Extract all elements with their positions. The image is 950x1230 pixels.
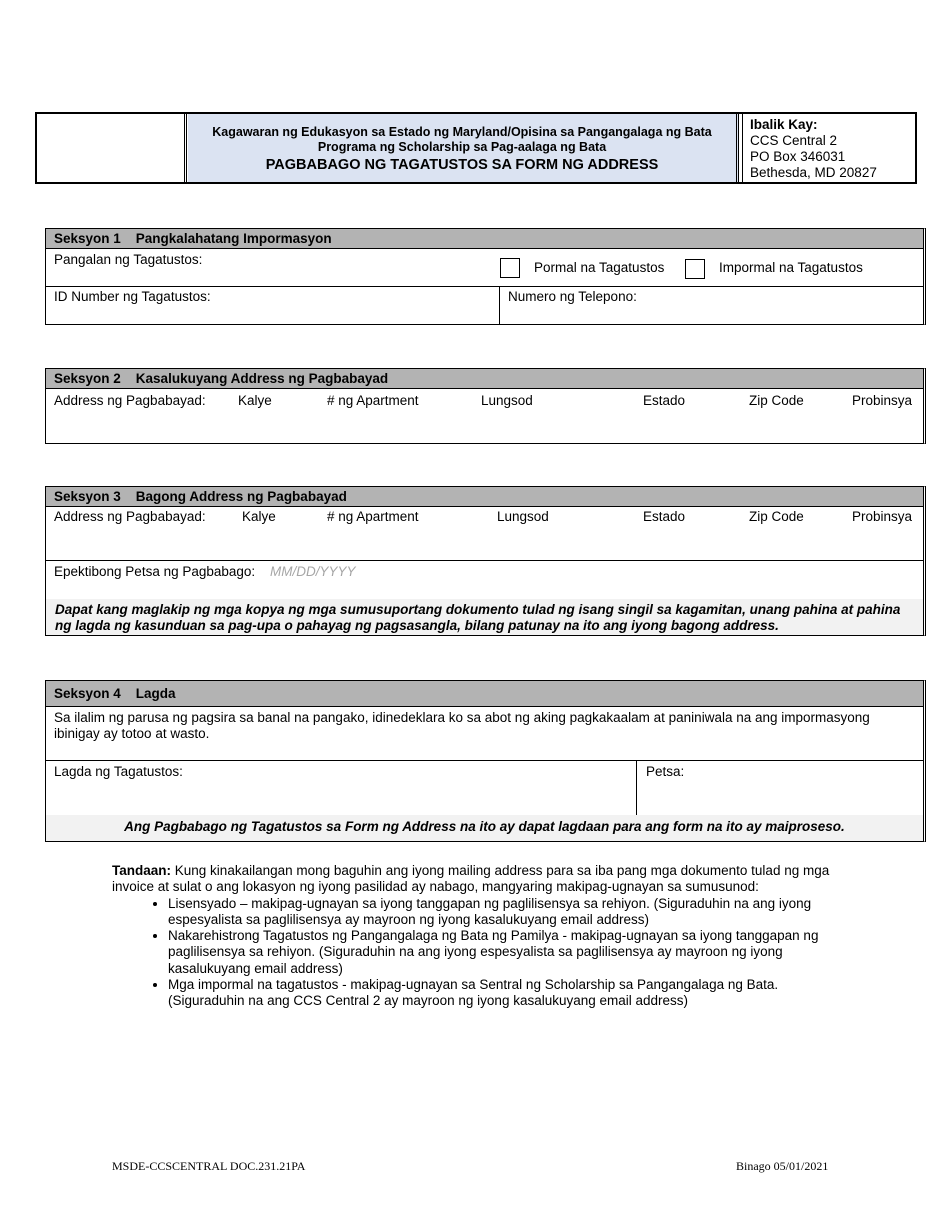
list-item: • Nakarehistrong Tagatustos ng Pangangalaga ng Bata ng Pamilya - makipag-ugnayan sa iyong tanggapan ng paglilisensya sa rehiyon. (Siguraduhin na ang iyong espesyalista sa paglilisensya ay mayroon ng iyong kasalukuyang email address) — [168, 928, 832, 977]
zip-label: Zip Code — [749, 509, 804, 524]
section-2 — [45, 368, 926, 444]
notes-label: Tandaan: — [112, 863, 172, 878]
section-4-number: Seksyon 4 — [54, 686, 121, 701]
county-label: Probinsya — [852, 509, 913, 524]
address-label: Address ng Pagbabayad: — [54, 509, 206, 524]
zip-label: Zip Code — [749, 393, 804, 408]
signature-row — [46, 761, 923, 815]
section-3-header — [46, 487, 923, 507]
effective-date-input[interactable]: MM/DD/YYYY — [270, 564, 356, 579]
city-label: Lungsod — [497, 509, 549, 524]
formal-provider-label: Pormal na Tagatustos — [534, 260, 665, 275]
divider — [636, 761, 637, 815]
current-address-row[interactable] — [46, 389, 923, 443]
divider — [499, 287, 500, 324]
informal-provider-checkbox[interactable] — [685, 259, 705, 279]
section-3-title: Bagong Address ng Pagbabayad — [135, 489, 347, 504]
section-2-header — [46, 369, 923, 389]
effective-date-label: Epektibong Petsa ng Pagbabago: — [54, 564, 256, 579]
new-address-row[interactable] — [46, 507, 923, 561]
apartment-label: # ng Apartment — [327, 509, 419, 524]
contact-list — [112, 896, 832, 1010]
form-title: PAGBABAGO NG TAGATUSTOS SA FORM NG ADDRESS — [265, 157, 659, 173]
program-name: Programa ng Scholarship sa Pag-aalaga ng Bata — [317, 140, 607, 154]
section-3 — [45, 486, 926, 636]
address-label: Address ng Pagbabayad: — [54, 393, 206, 408]
state-label: Estado — [643, 509, 686, 524]
return-address — [742, 114, 915, 182]
phone-number-field[interactable]: Numero ng Telepono: — [508, 289, 637, 304]
notes-block — [112, 863, 832, 1010]
section-3-number: Seksyon 3 — [54, 489, 121, 504]
return-label: Ibalik Kay: — [750, 117, 818, 132]
formal-provider-checkbox[interactable] — [500, 258, 520, 278]
list-item: • Mga impormal na tagatustos - makipag-ugnayan sa Sentral ng Scholarship sa Pangangalaga ng Bata. (Siguraduhin na ang CCS Central 2 ay mayroon ng iyong kasalukuyang email address) — [168, 977, 832, 1010]
provider-id-row — [46, 287, 923, 324]
street-label: Kalye — [238, 393, 272, 408]
list-item: • Lisensyado – makipag-ugnayan sa iyong tanggapan ng paglilisensya sa rehiyon. (Siguraduhin na ang iyong espesyalista sa paglilisensya ay mayroon ng iyong kasalukuyang email address) — [168, 896, 832, 929]
provider-name-label: Pangalan ng Tagatustos: — [54, 252, 203, 267]
section-2-number: Seksyon 2 — [54, 371, 121, 386]
section-4-header — [46, 681, 923, 707]
revision-date: Binago 05/01/2021 — [736, 1159, 829, 1173]
form-header — [35, 112, 917, 184]
section-4 — [45, 680, 926, 842]
section-1-title: Pangkalahatang Impormasyon — [135, 231, 332, 246]
section-1-number: Seksyon 1 — [54, 231, 121, 246]
section-1 — [45, 228, 926, 325]
document-id: MSDE-CCSCENTRAL DOC.231.21PA — [112, 1159, 306, 1173]
informal-provider-label: Impormal na Tagatustos — [719, 260, 863, 275]
notes-intro-paragraph — [112, 863, 832, 896]
return-line-2: PO Box 346031 — [750, 149, 846, 164]
notes-intro: Kung kinakailangan mong baguhin ang iyong mailing address para sa iba pang mga dokumento tulad ng mga invoice at sulat o ang lokasyon ng iyong pasilidad ay nabago, mangyaring makipag-ugnayan sa sumusunod: — [112, 863, 830, 895]
effective-date-row — [46, 561, 923, 599]
provider-name-row — [46, 249, 923, 287]
signature-date-field[interactable]: Petsa: — [646, 764, 685, 779]
proof-of-address-note: Dapat kang maglakip ng mga kopya ng mga sumusuportang dokumento tulad ng isang singil sa kagamitan, unang pahina at pahina ng lagda ng kasunduan sa pag-upa o pahayag ng pagsasangla, bilang patunay na ito ang iyong bagong address. — [46, 599, 923, 635]
agency-name: Kagawaran ng Edukasyon sa Estado ng Maryland/Opisina sa Pangangalaga ng Bata — [212, 125, 712, 139]
header-title-block — [188, 114, 739, 182]
signature-field[interactable]: Lagda ng Tagatustos: — [54, 764, 183, 779]
city-label: Lungsod — [481, 393, 533, 408]
county-label: Probinsya — [852, 393, 913, 408]
street-label: Kalye — [242, 509, 276, 524]
declaration: Sa ilalim ng parusa ng pagsira sa banal na pangako, idinedeklara ko sa abot ng aking pagkakaalam at paniniwala na ang impormasyong ibinigay ay totoo at wasto. — [46, 707, 923, 761]
state-label: Estado — [643, 393, 686, 408]
section-1-header — [46, 229, 923, 249]
provider-id-field[interactable]: ID Number ng Tagatustos: — [54, 289, 211, 304]
apartment-label: # ng Apartment — [327, 393, 419, 408]
return-line-3: Bethesda, MD 20827 — [750, 165, 877, 180]
logo-area — [37, 114, 187, 182]
return-line-1: CCS Central 2 — [750, 133, 838, 148]
section-4-title: Lagda — [135, 686, 176, 701]
signature-required-note: Ang Pagbabago ng Tagatustos sa Form ng Address na ito ay dapat lagdaan para ang form na ito ay maiproseso. — [46, 815, 923, 841]
section-2-title: Kasalukuyang Address ng Pagbabayad — [135, 371, 389, 386]
